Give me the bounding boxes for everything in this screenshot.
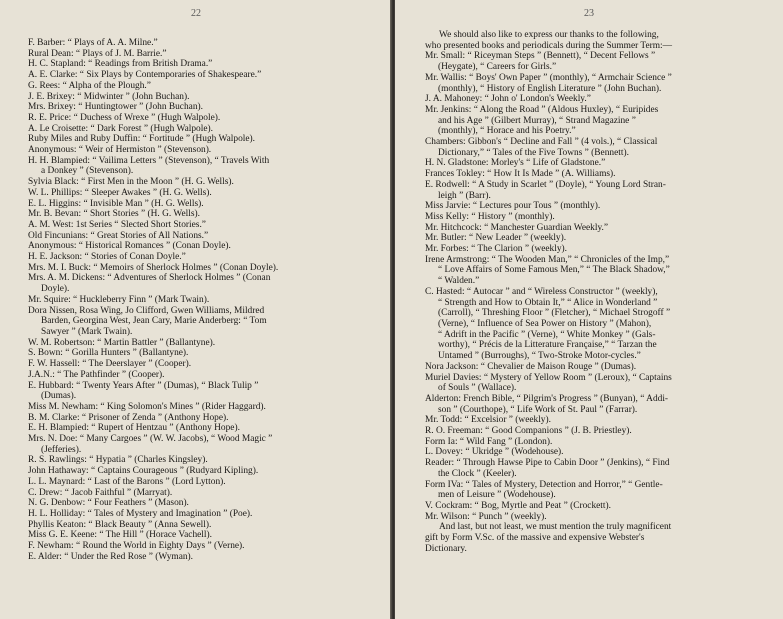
text-line: Reader: “ Through Hawse Pipe to Cabin Door ” (Jenkins), “ Find (425, 458, 670, 469)
text-line: Old Fincunians: “ Great Stories of All Nations.” (28, 230, 209, 241)
text-line: E. L. Higgins: “ Invisible Man ” (H. G. Wells). (28, 198, 204, 209)
text-line: E. Hubbard: “ Twenty Years After ” (Dumas), “ Black Tulip ” (28, 380, 259, 391)
text-line: Doyle). (41, 284, 70, 295)
text-line: (Carroll), “ Threshing Floor ” (Fletcher), “ Michael Strogoff ” (438, 308, 671, 319)
text-line: E. H. Blampied: “ Rupert of Hentzau ” (Anthony Hope). (28, 423, 240, 434)
text-line: Chambers: Gibbon's “ Decline and Fall ” (4 vols.), “ Classical (425, 137, 658, 148)
text-line: (monthly), “ History of English Literature ” (John Buchan). (438, 83, 662, 94)
text-line: John Hathaway: “ Captains Courageous ” (Rudyard Kipling). (28, 466, 259, 477)
text-line: Mr. Wilson: “ Punch ” (weekly). (425, 511, 547, 522)
text-line: Dictionary. (425, 543, 467, 554)
text-line: “ Strength and How to Obtain It,” “ Alice in Wonderland ” (438, 297, 658, 308)
text-line: Mr. Todd: “ Excelsior ” (weekly). (425, 415, 551, 426)
text-line: Mr. B. Bevan: “ Short Stories ” (H. G. Wells). (28, 209, 200, 220)
text-line: F. W. Hassell: “ The Deerslayer ” (Cooper). (28, 359, 192, 370)
text-line: Mrs. M. I. Buck: “ Memoirs of Sherlock Holmes ” (Conan Doyle). (28, 262, 279, 273)
text-line: R. O. Freeman: “ Good Companions ” (J. B. Priestley). (425, 426, 632, 437)
text-line: F. Barber: “ Plays of A. A. Milne.” (28, 38, 158, 48)
text-line: Anonymous: “ Weir of Hermiston ” (Stevenson). (28, 145, 212, 156)
text-line: V. Cockram: “ Bog, Myrtle and Peat ” (Crockett). (425, 500, 611, 511)
text-line: Anonymous: “ Historical Romances ” (Conan Doyle). (28, 241, 231, 252)
text-line: the Clock ” (Keeler). (438, 468, 517, 479)
text-line: H. C. Stapland: “ Readings from British Drama.” (28, 59, 213, 70)
text-line: Nora Jackson: “ Chevalier de Maison Rouge ” (Dumas). (425, 361, 637, 372)
text-line: (monthly), “ Horace and his Poetry.” (438, 126, 576, 137)
text-line: Alderton: French Bible, “ Pilgrim's Progress ” (Bunyan), “ Addi- (425, 393, 669, 404)
text-line: E. Rodwell: “ A Study in Scarlet ” (Doyle), “ Young Lord Stran- (425, 179, 666, 190)
text-line: “ Love Affairs of Some Famous Men,” “ The Black Shadow,” (438, 265, 670, 276)
text-line: of Souls ” (Wallace). (438, 383, 517, 394)
text-line: Miss Kelly: “ History ” (monthly). (425, 211, 555, 222)
text-line: L. L. Maynard: “ Last of the Barons ” (Lord Lytton). (28, 476, 226, 487)
text-line: R. E. Price: “ Duchess of Wrexe ” (Hugh Walpole). (28, 112, 221, 123)
text-line: Mr. Forbes: “ The Clarion ” (weekly). (425, 244, 567, 255)
text-line: H. N. Gladstone: Morley's “ Life of Gladstone.” (425, 158, 606, 169)
text-line: Mr. Hitchcock: “ Manchester Guardian Weekly.” (425, 222, 609, 233)
text-line: And last, but not least, we must mention the truly magnificent (439, 522, 672, 533)
right-page-text (425, 30, 765, 554)
text-line: J. E. Brixey: “ Midwinter ” (John Buchan). (28, 91, 190, 102)
text-line: Mrs. Brixey: “ Huntingtower ” (John Buchan). (28, 102, 203, 113)
text-line: R. S. Rawlings: “ Hypatia ” (Charles Kingsley). (28, 455, 208, 466)
text-line: Miss G. E. Keene: “ The Hill ” (Horace Vachell). (28, 530, 212, 541)
text-line: Sawyer ” (Mark Twain). (41, 326, 133, 337)
text-line: W. M. Robertson: “ Martin Battler ” (Ballantyne). (28, 337, 216, 348)
text-line: Barden, Georgina West, Jean Cary, Marie Anderberg: “ Tom (41, 316, 267, 327)
text-line: “ Walden.” (438, 276, 480, 287)
text-line: H. E. Jackson: “ Stories of Conan Doyle.” (28, 252, 186, 263)
text-line: gift by Form V.Sc. of the massive and expensive Webster's (425, 533, 645, 544)
text-line: Dictionary,” “ Tales of the Five Towns ” (Bennett). (438, 147, 629, 158)
text-line: Dora Nissen, Rosa Wing, Jo Clifford, Gwen Williams, Mildred (28, 305, 265, 316)
text-line: (Heygate), “ Careers for Girls.” (438, 62, 557, 73)
text-line: Mr. Small: “ Riceyman Steps ” (Bennett), “ Decent Fellows ” (425, 51, 656, 62)
text-line: and his Age ” (Gilbert Murray), “ Strand Magazine ” (438, 115, 636, 126)
text-line: A. E. Clarke: “ Six Plays by Contemporaries of Shakespeare.” (28, 70, 262, 81)
text-line: N. G. Denbow: “ Four Feathers ” (Mason). (28, 498, 189, 509)
text-line: H. L. Holliday: “ Tales of Mystery and Imagination ” (Poe). (28, 508, 253, 519)
text-line: Untamed ” (Burroughs), “ Two-Stroke Motor-cycles.” (438, 351, 641, 362)
text-line: men of Leisure ” (Wodehouse). (438, 490, 556, 501)
text-line: Miss Jarvie: “ Lectures pour Tous ” (monthly). (425, 201, 601, 212)
page-number-left: 22 (191, 8, 201, 19)
text-line: Irene Armstrong: “ The Wooden Man,” “ Chronicles of the Imp,” (425, 254, 670, 265)
text-line: C. Drew: “ Jacob Faithful ” (Marryat). (28, 487, 173, 498)
text-line: worthy), “ Précis de la Litterature Française,” “ Tarzan the (438, 340, 657, 351)
text-line: who presented books and periodicals during the Summer Term:— (425, 40, 673, 51)
text-line: J. A. Mahoney: “ John o' London's Weekly.” (425, 94, 591, 105)
text-line: F. Newham: “ Round the World in Eighty Days ” (Verne). (28, 541, 245, 552)
text-line: L. Dovey: “ Ukridge ” (Wodehouse). (425, 447, 564, 458)
text-line: S. Bown: “ Gorilla Hunters ” (Ballantyne). (28, 348, 189, 359)
text-line: A. Le Croisette: “ Dark Forest ” (Hugh Walpole). (28, 123, 213, 134)
text-line: B. M. Clarke: “ Prisoner of Zenda ” (Anthony Hope). (28, 412, 229, 423)
text-line: (Verne), “ Influence of Sea Power on History ” (Mahon), (438, 318, 652, 329)
text-line: Mr. Squire: “ Huckleberry Finn ” (Mark Twain). (28, 294, 210, 305)
text-line: son ” (Courthope), “ Life Work of St. Paul ” (Farrar). (438, 404, 638, 415)
text-line: a Donkey ” (Stevenson). (41, 166, 134, 177)
text-line: Form Ia: “ Wild Fang ” (London). (425, 436, 553, 447)
text-line: Mr. Butler: “ New Leader ” (weekly). (425, 233, 567, 244)
text-line: Form IVa: “ Tales of Mystery, Detection and Horror,” “ Gentle- (425, 479, 663, 490)
text-line: Sylvia Black: “ First Men in the Moon ” (H. G. Wells). (28, 177, 234, 188)
text-line: E. Alder: “ Under the Red Rose ” (Wyman). (28, 551, 194, 562)
right-page (395, 0, 783, 619)
text-line: W. L. Phillips: “ Sleeper Awakes ” (H. G. Wells). (28, 187, 212, 198)
text-line: Miss M. Newham: “ King Solomon's Mines ” (Rider Haggard). (28, 401, 266, 412)
text-line: Mrs. N. Doe: “ Many Cargoes ” (W. W. Jacobs), “ Wood Magic ” (28, 434, 273, 445)
text-line: J.A.N.: “ The Pathfinder ” (Cooper). (28, 369, 165, 380)
text-line: H. H. Blampied: “ Vailima Letters ” (Stevenson), “ Travels With (28, 155, 270, 166)
text-line: Mr. Wallis: “ Boys' Own Paper ” (monthly), “ Armchair Science ” (425, 72, 672, 83)
text-line: leigh ” (Barr). (438, 190, 491, 201)
text-line: A. M. West: 1st Series “ Slected Short Stories.” (28, 219, 206, 230)
text-line: C. Hasted: “ Autocar ” and “ Wireless Constructor ” (weekly), (425, 286, 658, 297)
text-line: Mr. Jenkins: “ Along the Road ” (Aldous Huxley), “ Euripides (425, 104, 659, 115)
text-line: We should also like to express our thanks to the following, (439, 30, 659, 40)
text-line: G. Rees: “ Alpha of the Plough.” (28, 80, 151, 91)
text-line: “ Adrift in the Pacific ” (Verne), “ White Monkey ” (Gals- (438, 329, 656, 340)
text-line: Rural Dean: “ Plays of J. M. Barrie.” (28, 48, 167, 59)
left-page-text (28, 38, 378, 562)
text-line: Frances Tokley: “ How It Is Made ” (A. Williams). (425, 169, 616, 180)
text-line: Ruby Miles and Ruby Duffin: “ Fortitude ” (Hugh Walpole). (28, 134, 255, 145)
page-number-right: 23 (584, 8, 594, 19)
text-line: Mrs. A. M. Dickens: “ Adventures of Sherlock Holmes ” (Conan (28, 273, 271, 284)
text-line: (Dumas). (41, 391, 77, 402)
text-line: Muriel Davies: “ Mystery of Yellow Room ” (Leroux), “ Captains (425, 372, 672, 383)
text-line: (Jefferies). (41, 444, 82, 455)
text-line: Phyllis Keaton: “ Black Beauty ” (Anna Sewell). (28, 519, 212, 530)
